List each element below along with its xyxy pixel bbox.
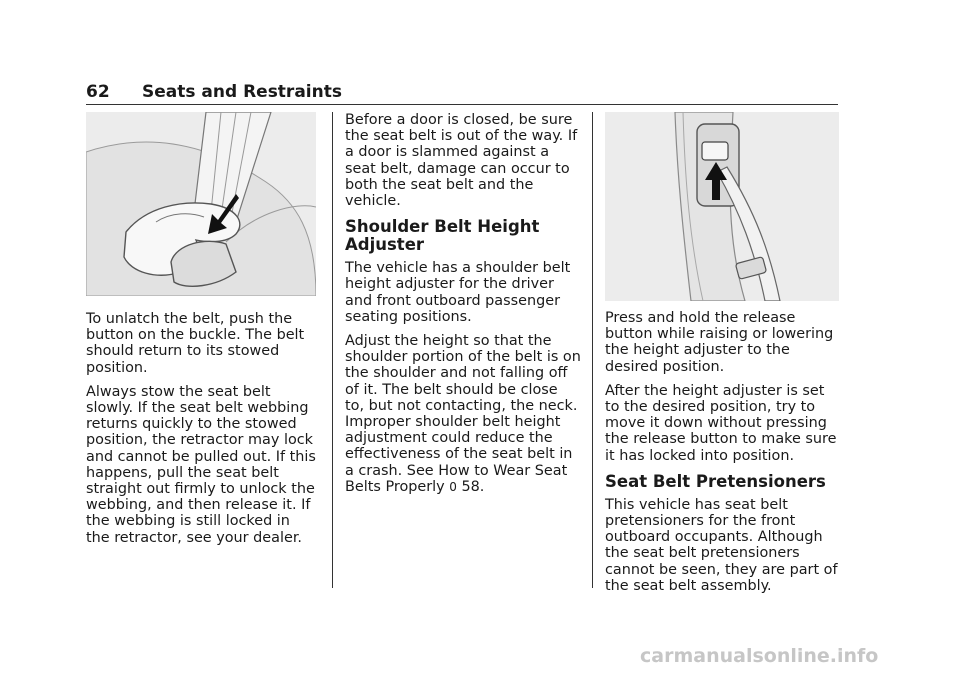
section-title: Seats and Restraints: [142, 82, 342, 102]
paragraph: After the height adjuster is set to the desired position, try to move it down without pressing the release button to make sure it has locked into position.: [605, 382, 837, 464]
paragraph: Always stow the seat belt slowly. If the seat belt webbing returns quickly to the stowed position, the retractor may lock and cannot be pulled out. If this happens, pull the seat belt straight out firmly to unlock the webbing, and then release it. If the webbing is still locked in the retractor, see your dealer.: [86, 383, 316, 546]
watermark: carmanualsonline.info: [640, 645, 879, 667]
paragraph: This vehicle has seat belt pretensioners for the front outboard occupants. Although the seat belt pretensioners cannot be seen, they are part of the seat belt assembly.: [605, 496, 838, 594]
column-1: [86, 112, 318, 554]
page-reference-icon: 0: [449, 479, 457, 494]
page-header: [86, 80, 838, 105]
paragraph: The vehicle has a shoulder belt height adjuster for the driver and front outboard passenger seating positions.: [345, 260, 571, 325]
buckle-release-figure: [86, 112, 316, 296]
page-number: 62: [86, 82, 110, 102]
page-reference-link[interactable]: 58.: [461, 478, 485, 495]
shoulder-belt-height-adjuster-illustration-icon: [605, 112, 839, 301]
seat-belt-buckle-release-illustration-icon: [86, 112, 316, 296]
subheading: Shoulder Belt Height Adjuster: [345, 217, 540, 255]
subheading: Seat Belt Pretensioners: [605, 471, 826, 491]
paragraph: Press and hold the release button while raising or lowering the height adjuster to the desired position.: [605, 310, 834, 375]
paragraph-text: Adjust the height so that the shoulder portion of the belt is on the shoulder and not falling off of it. The belt should be close to, but not contacting, the neck. Improper shoulder belt height adjustment could reduce the effectiveness of the seat belt in a crash. See How to Wear Seat Belts Properly: [345, 333, 581, 495]
paragraph: To unlatch the belt, push the button on the buckle. The belt should return to its stowed position.: [86, 311, 305, 376]
paragraph: [345, 333, 581, 495]
column-divider: [332, 112, 333, 588]
height-adjuster-figure: [605, 112, 839, 301]
column-3: [605, 112, 839, 602]
column-2: [345, 112, 581, 503]
paragraph: Before a door is closed, be sure the seat belt is out of the way. If a door is slammed against a seat belt, damage can occur to both the seat belt and the vehicle.: [345, 112, 578, 210]
column-divider: [592, 112, 593, 588]
